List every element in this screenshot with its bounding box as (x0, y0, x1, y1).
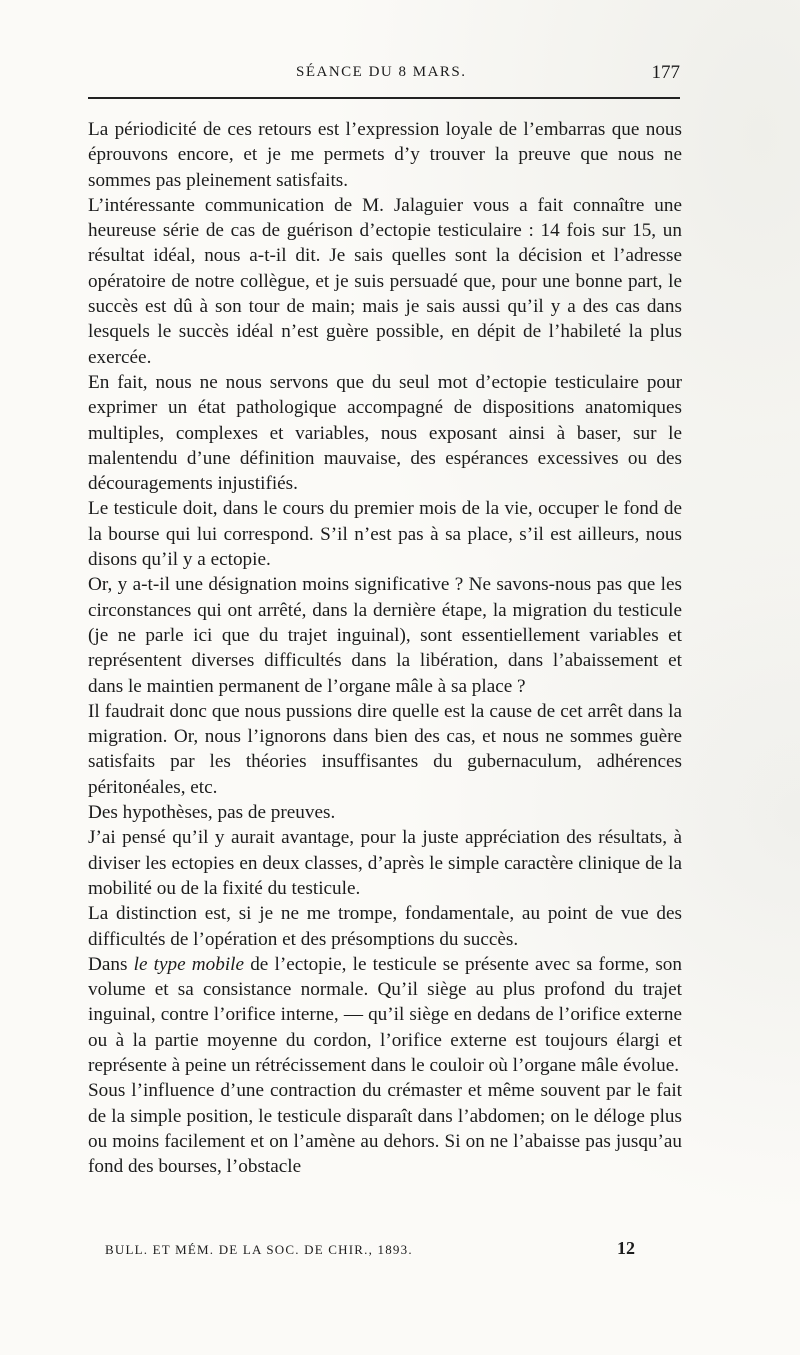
paragraph: J’ai pensé qu’il y aurait avantage, pour la juste appréciation des résultats, à diviser les ectopies en deux classes, d’après le simple caractère clinique de la mobilité ou de la fixité du testicule. (88, 827, 682, 899)
paragraph: Sous l’influence d’une contraction du crémaster et même souvent par le fait de la simple position, le testicule disparaît dans l’abdomen; on le déloge plus ou moins facilement et on l’amène au dehors. Si on ne l’abaisse pas jusqu’au fond des bourses, l’obstacle (88, 1080, 682, 1178)
paragraph: Or, y a-t-il une désignation moins significative ? Ne savons-nous pas que les circonstances qui ont arrêté, dans la dernière étape, la migration du testicule (je ne parle ici que du trajet inguinal), sont essentiellement variables et représentent diverses difficultés dans la libération, dans l’abaissement et dans le maintien permanent de l’organe mâle à sa place ? (88, 574, 682, 697)
signature-mark: 12 (617, 1238, 635, 1258)
paragraph: En fait, nous ne nous servons que du seul mot d’ectopie testiculaire pour exprimer un état pathologique accompagné de dispositions anatomiques multiples, complexes et variables, nous exposant ainsi à baser, sur le malentendu d’une définition mauvaise, des espérances excessives ou des découragements injustifiés. (88, 371, 682, 495)
page-number: 177 (651, 62, 680, 83)
italic-term: le type mobile (133, 953, 245, 975)
running-head (86, 62, 680, 86)
running-title: SÉANCE DU 8 MARS. (296, 64, 467, 80)
paragraph: La distinction est, si je ne me trompe, fondamentale, au point de vue des difficultés de l’opération et des présomptions du succès. (88, 903, 682, 950)
paragraph: Le testicule doit, dans le cours du premier mois de la vie, occuper le fond de la bourse qui lui correspond. S’il n’est pas à sa place, s’il est ailleurs, nous disons qu’il y a ectopie. (88, 498, 682, 571)
body-text (88, 117, 682, 1179)
footer (105, 1238, 635, 1262)
paragraph-segment: de l’ectopie, le testicule se présente avec sa forme, son volume et sa consistance normale. Qu’il siège au plus profond du trajet inguinal, contre l’orifice interne, — qu’il siège en dedans de l’orifice externe ou à la partie moyenne du cordon, l’orifice externe est toujours élargi et représente à peine un rétrécissement dans le couloir où l’organe mâle évolue. (88, 953, 682, 1076)
paragraph: Des hypothèses, pas de preuves. (88, 802, 336, 824)
paragraph-segment: Dans (88, 953, 134, 975)
footer-citation: BULL. ET MÉM. DE LA SOC. DE CHIR., 1893. (105, 1242, 413, 1257)
paragraph: La périodicité de ces retours est l’expression loyale de l’embarras que nous éprouvons encore, et je me permets d’y trouver la preuve que nous ne sommes pas pleinement satisfaits. (88, 119, 682, 191)
header-rule (88, 97, 680, 99)
paragraph: L’intéressante communication de M. Jalaguier vous a fait connaître une heureuse série de cas de guérison d’ectopie testiculaire : 14 fois sur 15, un résultat idéal, nous a-t-il dit. Je sais quelles sont la décision et l’adresse opératoire de notre collègue, et je suis persuadé que, pour une bonne part, le succès est dû à son tour de main; mais je sais aussi qu’il y a des cas dans lesquels le succès idéal n’est guère possible, en dépit de l’habileté la plus exercée. (88, 194, 682, 368)
paragraph: Il faudrait donc que nous pussions dire quelle est la cause de cet arrêt dans la migration. Or, nous l’ignorons dans bien des cas, et nous ne sommes guère satisfaits par les théories insuffisantes du gubernaculum, adhérences péritonéales, etc. (88, 700, 682, 798)
paragraph-type-mobile (88, 952, 682, 1078)
